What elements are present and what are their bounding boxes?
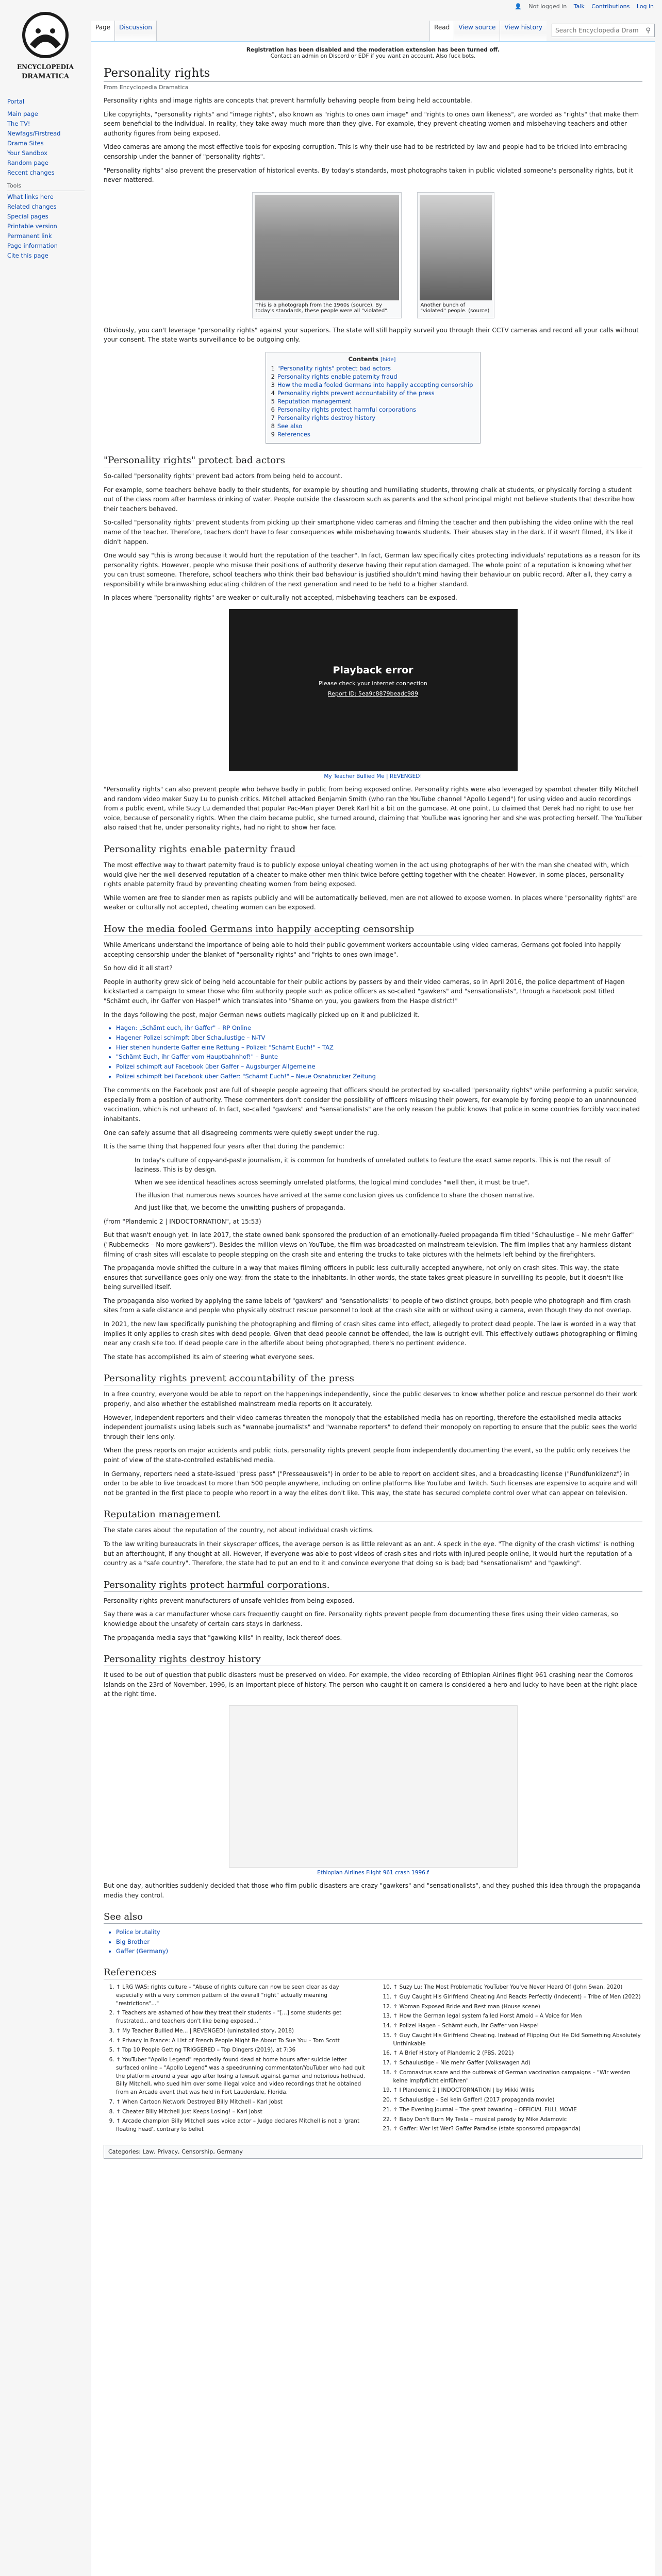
after-gallery-paragraph: Obviously, you can't leverage "personality rights" against your superiors. The state will still happily surveil you through their CCTV cameras and record all your calls without your consent. The state wants surveillance to be outgoing only.	[104, 326, 639, 344]
reference-item[interactable]: 18. ↑ Coronavirus scare and the outbreak of German vaccination campaigns – "Wir werden keine Impfpflicht einführen"	[393, 2069, 643, 2086]
gallery-caption: This is a photograph from the 1960s (source). By today's standards, these people were all "violated".	[255, 302, 389, 314]
section-paragraph: In a free country, everyone would be able to report on the happenings independently, since the public deserves to know whether police and rescue personnel do their work properly, and also whether the established mainstream media reports on it accurately.	[104, 1391, 637, 1408]
reference-list	[104, 1984, 642, 2136]
toc-item[interactable]: 6 Personality rights protect harmful corporations	[271, 405, 416, 413]
video-error-title: Playback error	[333, 665, 413, 676]
reference-item[interactable]: 22. ↑ Baby Don't Burn My Tesla – musical parody by Mike Adamovic	[393, 2116, 643, 2124]
sidebar-item-related-changes[interactable]: Related changes	[7, 203, 57, 210]
section-paragraph: While women are free to slander men as rapists publicly and will be automatically believed, men are not allowed to expose women. In places where "personality rights" are weaker or culturally not accepted, cheating women can be exposed.	[104, 894, 637, 911]
tab-discussion[interactable]: Discussion	[114, 21, 157, 41]
sidebar-item-printable-version[interactable]: Printable version	[7, 223, 57, 230]
section-heading-references: References	[104, 1967, 642, 1979]
reference-item[interactable]: 9. ↑ Arcade champion Billy Mitchell sues voice actor – Judge declares Mitchell is not a 'grant floating head', contrary to belief.	[116, 2117, 366, 2134]
section-paragraph: It used to be out of question that public disasters must be preserved on video. For example, the video recording of Ethiopian Airlines flight 961 crashing near the Comoros Islands on the 23rd of November, 1996, is an important piece of history. The person who caught it on camera is considered a hero and lucky to have been at the right place at the right time.	[104, 1671, 637, 1698]
sidebar	[7, 98, 85, 262]
toc-title-label: Contents	[348, 355, 378, 363]
user-icon: 👤	[515, 3, 522, 10]
video-caption[interactable]: My Teacher Bullied Me | REVENGED!	[324, 773, 422, 780]
historical-crowd-photo[interactable]	[255, 195, 399, 300]
quote-paragraph: The illusion that numerous news sources have arrived at the same conclusion gives us confidence to share the chosen narrative.	[135, 1191, 535, 1199]
section-paragraph: In 2021, the new law specifically punishing the photographing and filming of crash sites came into effect, allegedly to protect dead people. The law is worded in a way that implies it only applies to crash sites with dead people. Given that dead people cannot be offended, the law is outright evil. This effectively outlaws photographing or filming near any crash site too. If dead people care in the afterlife about being photographed, there's no pertinent evidence.	[104, 1320, 638, 1347]
intro-paragraph-1: Personality rights and image rights are concepts that prevent harmfully behaving people from being held accountable.	[104, 97, 472, 104]
list-item[interactable]: • Polizei schimpft bei Facebook über Gaffer: "Schämt Euch!" – Neue Osnabrücker Zeitung	[116, 1072, 642, 1081]
section-heading-bad-actors: "Personality rights" protect bad actors	[104, 455, 642, 467]
section-paragraph: However, independent reporters and their video cameras threaten the monopoly that the established media has on reporting, therefore the established media attacks independent journalists using labels such as "wannabe journalists" and "wannabe reporters" to defend their monopoly on reporting to ensure that the public sees the world through their lens only.	[104, 1414, 637, 1440]
section-paragraph: One would say "this is wrong because it would hurt the reputation of the teacher". In fact, German law specifically cites protecting individuals' reputations as a reason for its personality rights. However, people who misuse their positions of authority deserve having their reputation damaged. The whole point of a reputation is knowing whether you can trust someone. Therefore, school teachers who think their bad behaviour is justified shouldn't mind having their behaviour on public record. After all, they carry a responsibility while brainwashing educating children of the next generation and need to be held to a higher standard.	[104, 552, 640, 588]
sidebar-item-what-links-here[interactable]: What links here	[7, 193, 54, 200]
list-item[interactable]: • Hagen: „Schämt euch, ihr Gaffer" – RP Online	[116, 1024, 642, 1032]
category-links[interactable]: Categories: Law, Privacy, Censorship, Germany	[104, 2145, 642, 2159]
quote-paragraph: And just like that, we become the unwitting pushers of propaganda.	[135, 1204, 345, 1212]
sidebar-item-recent-changes[interactable]: Recent changes	[7, 169, 55, 176]
reference-item[interactable]: 23. ↑ Gaffer: Wer Ist Wer? Gaffer Paradise (state sponsored propaganda)	[393, 2125, 643, 2133]
svg-text:ENCYCLOPEDIA: ENCYCLOPEDIA	[17, 63, 74, 71]
section-paragraph: So-called "personality rights" prevent bad actors from being held to account.	[104, 472, 343, 480]
search-box	[552, 24, 655, 37]
intro-paragraph-4: "Personality rights" also prevent the preservation of historical events. By today's standards, most photographs taken in public violated someone's personality rights, but it never mattered.	[104, 166, 634, 184]
section-paragraph: "Personality rights" can also prevent people who behave badly in public from being exposed online. Personality rights were also leveraged by spambot cheater Billy Mitchell and random video maker Suzy Lu to punish critics. Mitchell attacked Benjamin Smith (who ran the YouTube channel "Apollo Legend") for using video and audio recordings from a public event, while Suzy Lu demanded that popular Pac-Man player Derek Karl hit a bit on the gumcase. At one point, Lu claimed that Derek had no right to use her voice, because of personality rights. When the claim became public, she turned around, claiming that YouTube was ignoring her and she was protecting herself. The YouTuber also raised that he, under personality rights, had no right to show her face.	[104, 786, 642, 832]
view-tabs	[429, 21, 655, 41]
toc-item[interactable]: 9 References	[271, 430, 310, 438]
section-paragraph: When the press reports on major accidents and public riots, personality rights prevent people from independently documenting the event, so the public only receives the point of view of the state-controlled established media.	[104, 1447, 631, 1464]
toc-item[interactable]: 2 Personality rights enable paternity fraud	[271, 372, 398, 380]
toc-item[interactable]: 5 Reputation management	[271, 397, 352, 405]
namespace-tabs	[91, 21, 157, 41]
list-item[interactable]: • Hagener Polizei schimpft über Schaulustige – N-TV	[116, 1033, 642, 1042]
svg-text:DRAMATICA: DRAMATICA	[21, 73, 70, 80]
site-logo[interactable]	[4, 4, 87, 87]
section-paragraph: It is the same thing that happened four years after that during the pandemic:	[104, 1143, 344, 1150]
section-heading-media-germans: How the media fooled Germans into happily accepting censorship	[104, 924, 642, 936]
toc-item[interactable]: 4 Personality rights prevent accountability of the press	[271, 389, 435, 397]
sidebar-item-page-information[interactable]: Page information	[7, 242, 58, 249]
page-title: Personality rights	[104, 66, 642, 82]
section-paragraph: The most effective way to thwart paternity fraud is to publicly expose unloyal cheating women in the act using photographs of her with the man she cheated with, which would give her the well deserved reputation of a cheater to make other men think twice before getting together with the cheater. However, in some places, personality rights enable paternity fraud by preventing cheating women from being exposed.	[104, 861, 629, 888]
reference-item[interactable]: 19. ↑ I Plandemic 2 | INDOCTORNATION | by Mikki Willis	[393, 2087, 643, 2095]
reference-item[interactable]: 12. ↑ Woman Exposed Bride and Best man (House scene)	[393, 2003, 643, 2011]
tab-view-history[interactable]: View history	[500, 21, 547, 41]
list-item[interactable]: • "Schämt Euch, ihr Gaffer vom Hauptbahnhof!" – Bunte	[116, 1053, 642, 1061]
section-paragraph: In the days following the post, major German news outlets magically picked up on it and publicized it.	[104, 1011, 420, 1019]
reference-item[interactable]: 14. ↑ Polizei Hagen – Schämt euch, ihr Gaffer von Haspe!	[393, 2022, 643, 2030]
see-also-list	[104, 1928, 642, 1956]
historical-street-photo[interactable]	[420, 195, 492, 300]
list-item[interactable]: • Police brutality	[116, 1928, 642, 1937]
video-error-message: Please check your internet connection	[319, 680, 427, 687]
intro-paragraph-3: Video cameras are among the most effective tools for exposing corruption. This is why their use had to be restricted by law and people had to be tricked into embracing censorship under the banner of "personality rights".	[104, 143, 627, 160]
search-icon[interactable]: ⚲	[646, 26, 651, 35]
reference-item[interactable]: 10. ↑ Suzy Lu: The Most Problematic YouTuber You've Never Heard Of (John Swan, 2020)	[393, 1984, 643, 1992]
list-item[interactable]: • Hier stehen hunderte Gaffer eine Rettung – Polizei: "Schämt Euch!" – TAZ	[116, 1043, 642, 1052]
historical-photo-gallery	[104, 192, 642, 318]
toc-item[interactable]: 3 How the media fooled Germans into happily accepting censorship	[271, 381, 473, 388]
page-tagline: From Encyclopedia Dramatica	[104, 84, 189, 91]
contributions-link[interactable]: Contributions	[591, 3, 630, 10]
reference-item[interactable]: 16. ↑ A Brief History of Plandemic 2 (PBS, 2021)	[393, 2049, 643, 2058]
sidebar-item-special-pages[interactable]: Special pages	[7, 213, 48, 220]
section-paragraph: The comments on the Facebook post are full of sheeple people agreeing that officers should be protected by so-called "personality rights" while performing a public service, especially from a position of authority. These commenters don't consider the possibility of officers misusing their powers, for example by forcing people to an unannounced vaccination, which is not unheard of. In fact, so-called "gawkers" and "sensationalists" are the only reason the public knows that police in some countries forcibly vaccinated inhabitants.	[104, 1087, 640, 1123]
table-of-contents	[266, 352, 481, 444]
plandemic-quote	[135, 1156, 611, 1213]
embedded-video-player[interactable]	[229, 609, 518, 771]
sidebar-item-portal[interactable]: Portal	[7, 98, 25, 105]
sidebar-item-sandbox[interactable]: Your Sandbox	[7, 149, 47, 157]
section-paragraph: The propaganda also worked by applying the same labels of "gawkers" and "sensationalists" to people of two distinct groups, both people who photograph and film crash sites from a safe distance and people who physically obstruct rescue personnel to look at the crash site with or without using a camera, even though they do not overlap.	[104, 1297, 632, 1314]
video-caption[interactable]: Ethiopian Airlines Flight 961 crash 1996.f	[317, 1869, 429, 1876]
sidebar-item-newfags[interactable]: Newfags/Firstread	[7, 130, 61, 137]
gallery-caption: Another bunch of "violated" people. (source)	[420, 302, 490, 314]
section-paragraph: Personality rights prevent manufacturers of unsafe vehicles from being exposed.	[104, 1597, 355, 1604]
section-paragraph: But that wasn't enough yet. In late 2017, the state owned bank sponsored the production of an emotionally-fueled propaganda film titled "Schaulustige – Nie mehr Gaffer" ("Rubbernecks – No more gawkers"). Besides the million views on YouTube, the film was broadcasted on mainstream television. The film implies that any harmless distant filming of crash sites will escalate to people stepping on the crash site and entering the trucks to take pictures with the helmets left behind by the firefighters.	[104, 1231, 634, 1258]
site-notice	[104, 47, 642, 59]
reference-item[interactable]: 11. ↑ Guy Caught His Girlfriend Cheating And Reacts Perfectly (Indecent) – Tribe of Men (2022)	[393, 1993, 643, 2002]
section-paragraph: The propaganda media says that "gawking kills" in reality, lack thereof does.	[104, 1634, 342, 1641]
list-item[interactable]: • Gaffer (Germany)	[116, 1947, 642, 1956]
main-content	[91, 41, 655, 2576]
reference-item[interactable]: 21. ↑ The Evening Journal – The great bawaring – OFFICIAL FULL MOVIE	[393, 2106, 643, 2114]
tab-read[interactable]: Read	[429, 21, 454, 41]
reference-item[interactable]: 7. ↑ When Cartoon Network Destroyed Billy Mitchell – Karl Jobst	[116, 2098, 366, 2107]
reference-item[interactable]: 3. ↑ My Teacher Bullied Me... | REVENGED! (uninstalled story, 2018)	[116, 2027, 366, 2036]
login-link[interactable]: Log in	[636, 3, 654, 10]
section-paragraph: One can safely assume that all disagreeing comments were quietly swept under the rug.	[104, 1129, 379, 1137]
quote-paragraph: When we see identical headlines across seemingly unrelated platforms, the logical mind concludes "well then, it must be true".	[135, 1178, 530, 1186]
section-paragraph: But one day, authorities suddenly decided that those who film public disasters are crazy "gawkers" and "sensationalists", and they pushed this idea through the propaganda media they control.	[104, 1882, 641, 1899]
sidebar-item-cite-this-page[interactable]: Cite this page	[7, 252, 48, 259]
section-paragraph: In Germany, reporters need a state-issued "press pass" ("Presseausweis") in order to be able to report on accident sites, and a broadcasting license ("Rundfunklizenz") in order to be able to live broadcast to more than 500 people anywhere, including on online platforms like YouTube and Twitch. Such licenses are expensive to acquire and will not be granted in the first place to people who report in a way the elites don't like. This way, the state has secured complete control over what can appear on television.	[104, 1470, 637, 1497]
sidebar-item-random-page[interactable]: Random page	[7, 159, 48, 166]
section-paragraph: So how did it all start?	[104, 964, 173, 972]
section-paragraph: The state has accomplished its aim of steering what everyone sees.	[104, 1353, 315, 1361]
reference-item[interactable]: 6. ↑ YouTuber "Apollo Legend" reportedly found dead at home hours after suicide letter surfaced online – "Apollo Legend" was a speedrunning commentator/YouTuber who had quit the platform around a year ago after losing a lawsuit against gamer and notorious hothead, Billy Mitchell, who sued him over some illegal voice and video recordings that he obtained from an Arcade event that was held in Fort Lauderdale, Florida.	[116, 2056, 366, 2097]
tab-page[interactable]: Page	[91, 21, 114, 41]
toc-item[interactable]: 1 "Personality rights" protect bad actors	[271, 364, 391, 372]
gallery-item	[417, 192, 494, 318]
reference-item[interactable]: 17. ↑ Schaulustige – Nie mehr Gaffer (Volkswagen Ad)	[393, 2059, 643, 2067]
section-paragraph: For example, some teachers behave badly to their students, for example by shouting and humiliating students, throwing chalk at students, or physically forcing a student out of the class room after harmless drinking of water. People outside the classroom such as parents and the school principal might not believe students that describe how their teachers behaved.	[104, 486, 635, 513]
section-heading-press-accountability: Personality rights prevent accountability of the press	[104, 1373, 642, 1385]
toc-title	[271, 355, 473, 363]
section-paragraph: In places where "personality rights" are weaker or culturally not accepted, misbehaving teachers can be exposed.	[104, 594, 457, 602]
reference-item[interactable]: 13. ↑ How the German legal system failed Horst Arnold – A Voice for Men	[393, 2012, 643, 2021]
reference-item[interactable]: 20. ↑ Schaulustige – Sei kein Gaffer! (2017 propaganda movie)	[393, 2096, 643, 2105]
talk-link[interactable]: Talk	[573, 3, 585, 10]
toc-item[interactable]: 8 See also	[271, 422, 303, 430]
site-notice-line-1: Registration has been disabled and the moderation extension has been turned off.	[246, 47, 500, 53]
sidebar-item-main-page[interactable]: Main page	[7, 110, 38, 117]
quote-paragraph: In today's culture of copy-and-paste journalism, it is common for hundreds of unrelated outlets to feature the exact same reports. This is not the result of laziness. This is by design.	[135, 1156, 610, 1174]
sidebar-item-drama-sites[interactable]: Drama Sites	[7, 140, 44, 147]
embedded-video-player[interactable]	[229, 1705, 518, 1868]
quote-source: (from "Plandemic 2 | INDOCTORNATION", at 15:53)	[104, 1217, 261, 1225]
section-heading-paternity-fraud: Personality rights enable paternity fraud	[104, 844, 642, 856]
sidebar-tools-heading: Tools	[7, 182, 85, 191]
tab-view-source[interactable]: View source	[454, 21, 500, 41]
section-paragraph: While Americans understand the importance of being able to hold their public government workers accountable using video cameras, Germans got fooled into happily accepting censorship under the blanket of "personality rights" and "rights to ones own image".	[104, 941, 621, 958]
reference-item[interactable]: 4. ↑ Privacy in France: A List of French People Might Be About To Sue You – Tom Scott	[116, 2037, 366, 2045]
site-notice-line-2: Contact an admin on Discord or EDF if you want an account. Also fuck bots.	[270, 53, 476, 59]
reference-item[interactable]: 8. ↑ Cheater Billy Mitchell Just Keeps Losing! – Karl Jobst	[116, 2108, 366, 2116]
toc-hide-toggle[interactable]: [hide]	[380, 357, 396, 363]
section-paragraph: Say there was a car manufacturer whose cars frequently caught on fire. Personality rights prevent people from documenting these fires using their video cameras, so knowledge about the unsafety of certain cars stays in darkness.	[104, 1611, 618, 1628]
reference-item[interactable]: 5. ↑ Top 10 People Getting TRIGGERED – Top Dingers (2019), at 7:36	[116, 2046, 366, 2055]
section-paragraph: People in authority grew sick of being held accountable for their public actions by passers by and their video cameras, so in April 2016, the police department of Hagen kickstarted a campaign to smear those who film authority people such as police officers as so-called "gawkers" and "sensationalists", through a Facebook post titled "Schämt euch, ihr Gaffer von Haspe!" which translates into "Shame on you, you gawkers from the Haspe district!"	[104, 978, 625, 1005]
video-report-id[interactable]: Report ID: 5ea9c8879beadc989	[328, 690, 418, 698]
personal-tools	[509, 3, 654, 10]
list-item[interactable]: • Big Brother	[116, 1938, 642, 1946]
section-heading-destroy-history: Personality rights destroy history	[104, 1654, 642, 1666]
intro-paragraph-2: Like copyrights, "personality rights" and "image rights", also known as "rights to ones own image" and "rights to ones own likeness", are worded as "rights" that make them seem beneficial to the individual. In reality, they take away much more than they give. For example, they prevent cheating women and misbehaving teachers and other authority figures from being exposed.	[104, 110, 639, 137]
gallery-item	[252, 192, 402, 318]
section-heading-reputation-management: Reputation management	[104, 1509, 642, 1521]
news-outlet-list	[104, 1024, 642, 1080]
reference-item[interactable]: 2. ↑ Teachers are ashamed of how they treat their students – "[...] some students get frustrated... and teachers don't like being exposed..."	[116, 2009, 366, 2026]
section-paragraph: So-called "personality rights" prevent students from picking up their smartphone video cameras and filming the teacher and then publishing the video online with the real name of the teacher. Therefore, teachers don't have to fear consequences while misbehaving towards students. Their abuses stay in the dark. If it wasn't filmed, it's like it didn't happen.	[104, 519, 633, 546]
section-paragraph: The propaganda movie shifted the culture in a way that makes filming officers in public less culturally accepted anywhere, not only on crash sites. This way, the state ensures that surveillance goes only one way: from the state to the inhabitants. In other words, the state takes great pleasure in surveilling its people, but it doesn't like being surveilled itself.	[104, 1264, 623, 1291]
search-input[interactable]	[552, 27, 642, 34]
sidebar-item-tv[interactable]: The TV!	[7, 120, 30, 127]
toc-item[interactable]: 7 Personality rights destroy history	[271, 414, 376, 421]
reference-item[interactable]: 1. ↑ LRG WAS: rights culture – "Abuse of rights culture can now be seen clear as day especially with a very common pattern of the overall "right" actually meaning "restrictions"..."	[116, 1984, 366, 2008]
list-item[interactable]: • Polizei schimpft auf Facebook über Gaffer – Augsburger Allgemeine	[116, 1062, 642, 1071]
section-paragraph: The state cares about the reputation of the country, not about individual crash victims.	[104, 1527, 374, 1534]
section-heading-see-also: See also	[104, 1911, 642, 1924]
not-logged-in-label: Not logged in	[528, 3, 567, 10]
reference-item[interactable]: 15. ↑ Guy Caught His Girlfriend Cheating. Instead of Flipping Out He Did Something Absolutely Unthinkable	[393, 2032, 643, 2048]
sidebar-item-permanent-link[interactable]: Permanent link	[7, 232, 52, 240]
section-paragraph: To the law writing bureaucrats in their skyscraper offices, the average person is as little relevant as an ant. A speck in the eye. "The dignity of the crash victims" is nothing but an afterthought, if any thought at all. However, if everyone was able to post videos of crash sites and riots with injured people online, it would hurt the reputation of a country as a "safe country". Therefore, the state had to put an end to it and convince everyone that doing so is bad; bad "sensationalism" and "gawking".	[104, 1540, 635, 1567]
section-heading-harmful-corporations: Personality rights protect harmful corporations.	[104, 1580, 642, 1592]
